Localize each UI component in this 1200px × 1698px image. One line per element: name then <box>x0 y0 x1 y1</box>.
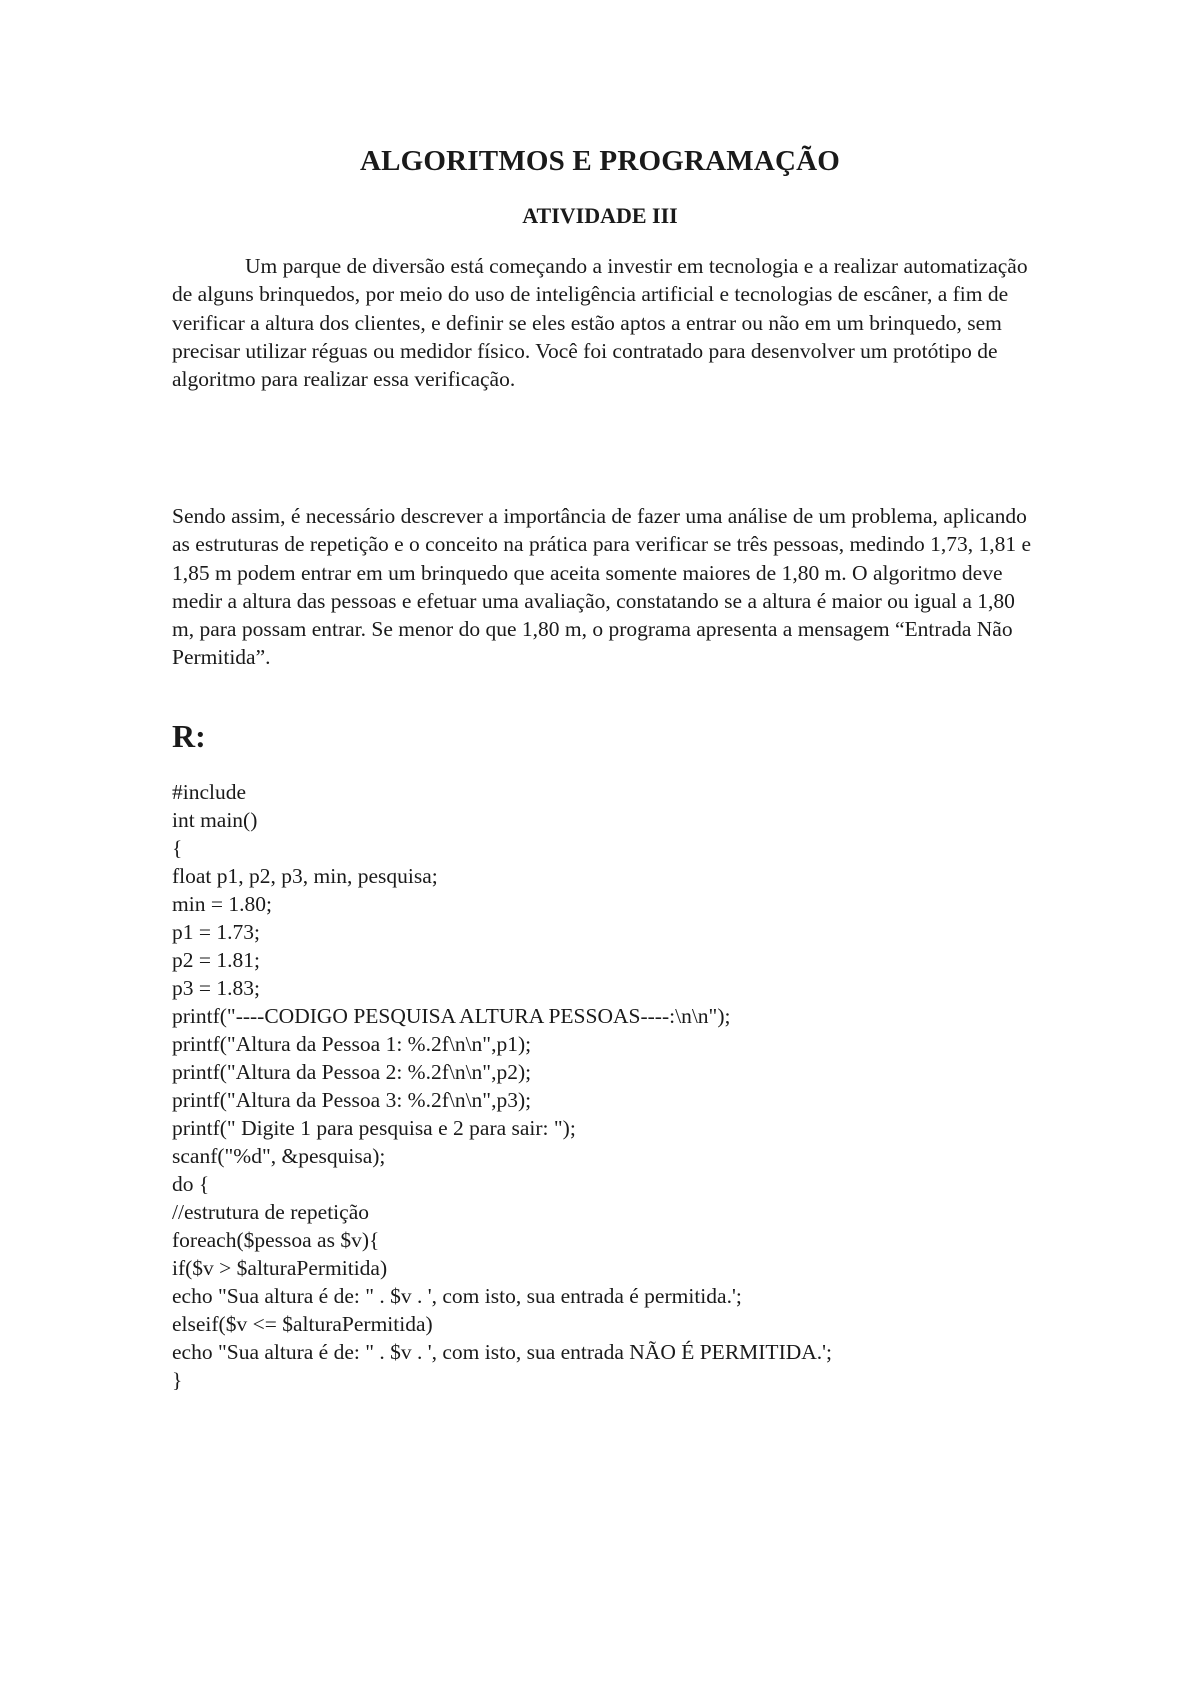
code-block <box>172 778 1072 1394</box>
code-line: printf("Altura da Pessoa 2: %.2f\n\n",p2); <box>172 1060 532 1084</box>
code-line: foreach($pessoa as $v){ <box>172 1228 380 1252</box>
code-line: scanf("%d", &pesquisa); <box>172 1144 386 1168</box>
document-title: ALGORITMOS E PROGRAMAÇÃO <box>359 145 841 177</box>
code-line: printf(" Digite 1 para pesquisa e 2 para sair: "); <box>172 1116 576 1140</box>
intro-paragraph: Um parque de diversão está começando a investir em tecnologia e a realizar automatização de alguns brinquedos, por meio do uso de inteligência artificial e tecnologias de escâner, a fim de verificar a altura dos clientes, e definir se eles estão aptos a entrar ou não em um brinquedo, sem precisar utilizar réguas ou medidor físico. Você foi contratado para desenvolver um protótipo de algoritmo para realizar essa verificação. <box>172 254 1028 392</box>
task-paragraph: Sendo assim, é necessário descrever a importância de fazer uma análise de um problema, aplicando as estruturas de repetição e o conceito na prática para verificar se três pessoas, medindo 1,73, 1,81 e 1,85 m podem entrar em um brinquedo que aceita somente maiores de 1,80 m. O algoritmo deve medir a altura das pessoas e efetuar uma avaliação, constatando se a altura é maior ou igual a 1,80 m, para possam entrar. Se menor do que 1,80 m, o programa apresenta a mensagem “Entrada Não Permitida”. <box>172 504 1032 670</box>
document-subtitle: ATIVIDADE III <box>522 203 678 228</box>
code-line: printf("Altura da Pessoa 3: %.2f\n\n",p3); <box>172 1088 532 1112</box>
code-line: int main() <box>172 808 258 832</box>
code-line: min = 1.80; <box>172 892 272 916</box>
code-line: printf("----CODIGO PESQUISA ALTURA PESSOAS----:\n\n"); <box>172 1004 731 1028</box>
code-line: p2 = 1.81; <box>172 948 260 972</box>
code-line: echo "Sua altura é de: " . $v . ', com isto, sua entrada é permitida.'; <box>172 1284 742 1308</box>
code-line: { <box>172 836 183 860</box>
code-line: elseif($v <= $alturaPermitida) <box>172 1312 433 1336</box>
code-line: p3 = 1.83; <box>172 976 260 1000</box>
code-line: printf("Altura da Pessoa 1: %.2f\n\n",p1); <box>172 1032 532 1056</box>
code-line: if($v > $alturaPermitida) <box>172 1256 388 1280</box>
code-line: #include <box>172 780 247 804</box>
code-line: do { <box>172 1172 210 1196</box>
code-line: echo "Sua altura é de: " . $v . ', com isto, sua entrada NÃO É PERMITIDA.'; <box>172 1340 833 1364</box>
code-line: p1 = 1.73; <box>172 920 260 944</box>
answer-label: R: <box>172 718 206 754</box>
code-line: } <box>172 1368 183 1392</box>
code-line: float p1, p2, p3, min, pesquisa; <box>172 864 438 888</box>
code-line: //estrutura de repetição <box>172 1200 369 1224</box>
